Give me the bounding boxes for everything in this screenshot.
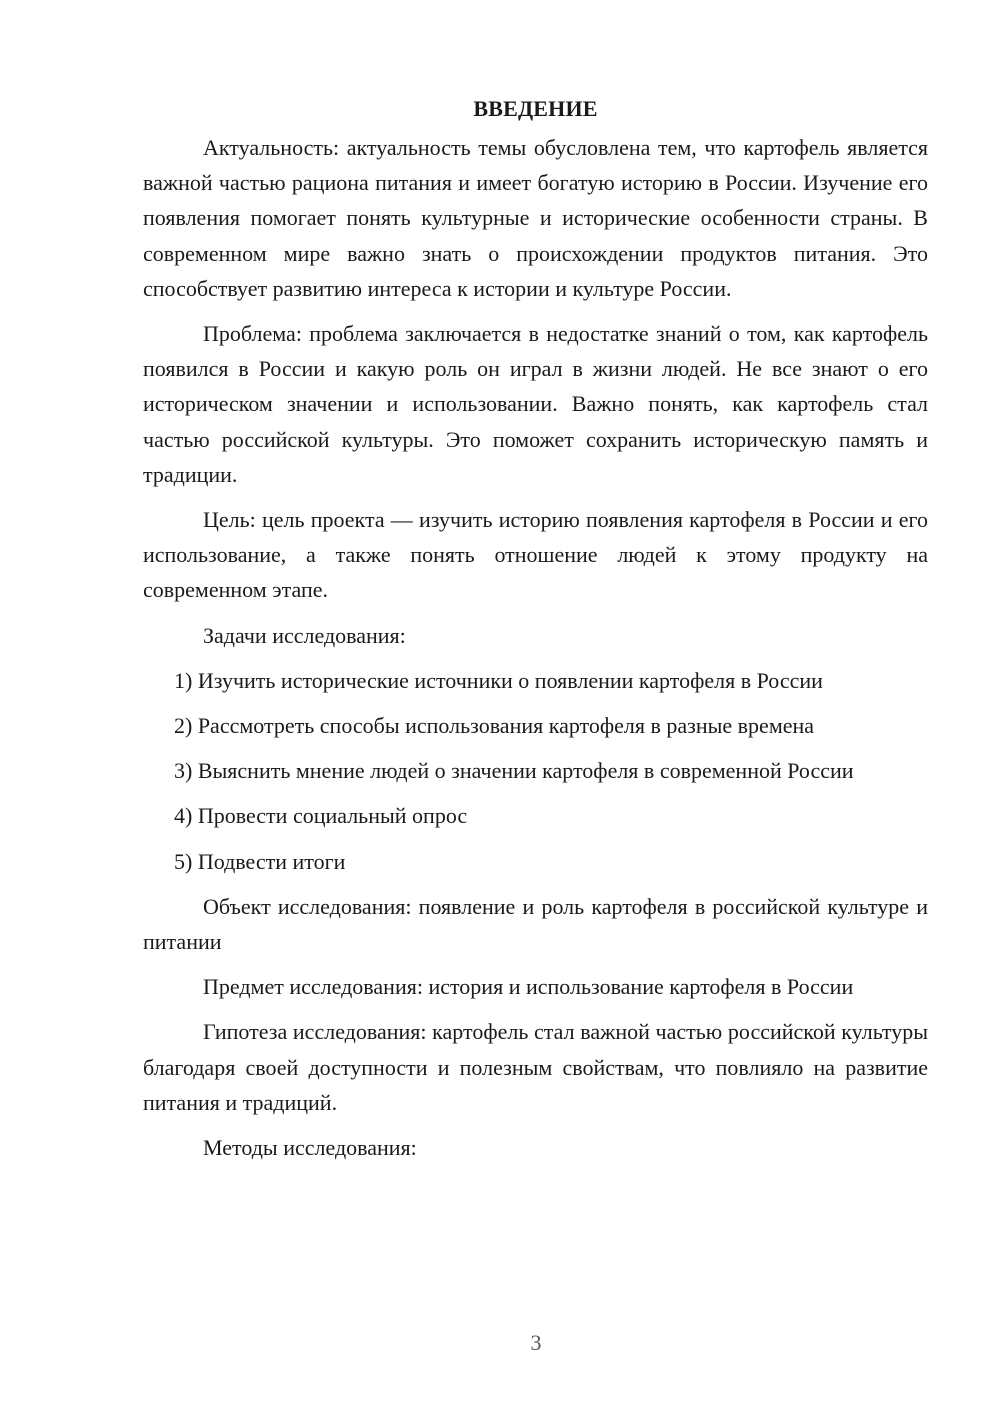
paragraph-goal: Цель: цель проекта — изучить историю появления картофеля в России и его использование, а также понять отношение людей к этому продукту на современном этапе. (143, 507, 928, 603)
task-item-2: 2) Рассмотреть способы использования картофеля в разные времена (174, 713, 815, 739)
paragraph-subject: Предмет исследования: история и использование картофеля в России (203, 974, 854, 1000)
paragraph-relevance: Актуальность: актуальность темы обусловлена тем, что картофель является важной частью рациона питания и имеет богатую историю в России. Изучение его появления помогает понять культурные и исторические особенности страны. В современном мире важно знать о происхождении продуктов питания. Это способствует развитию интереса к истории и культуре России. (143, 135, 928, 301)
document-page (143, 92, 928, 1175)
paragraph-problem: Проблема: проблема заключается в недостатке знаний о том, как картофель появился в России и какую роль он играл в жизни людей. Не все знают о его историческом значении и использовании. Важно понять, как картофель стал частью российской культуры. Это поможет сохранить историческую память и традиции. (143, 321, 928, 487)
task-item-5: 5) Подвести итоги (174, 848, 346, 874)
task-item-4: 4) Провести социальный опрос (174, 803, 468, 829)
paragraph-tasks-heading: Задачи исследования: (203, 622, 406, 648)
task-item-1: 1) Изучить исторические источники о появлении картофеля в России (174, 667, 823, 693)
task-item-3: 3) Выяснить мнение людей о значении картофеля в современной России (174, 758, 854, 784)
section-title: ВВЕДЕНИЕ (473, 96, 598, 121)
paragraph-methods-heading: Методы исследования: (203, 1135, 417, 1161)
paragraph-object: Объект исследования: появление и роль картофеля в российской культуре и питании (143, 893, 928, 955)
paragraph-hypothesis: Гипотеза исследования: картофель стал важной частью российской культуры благодаря своей доступности и полезным свойствам, что повлияло на развитие питания и традиций. (143, 1019, 928, 1115)
page-number: 3 (530, 1330, 542, 1355)
